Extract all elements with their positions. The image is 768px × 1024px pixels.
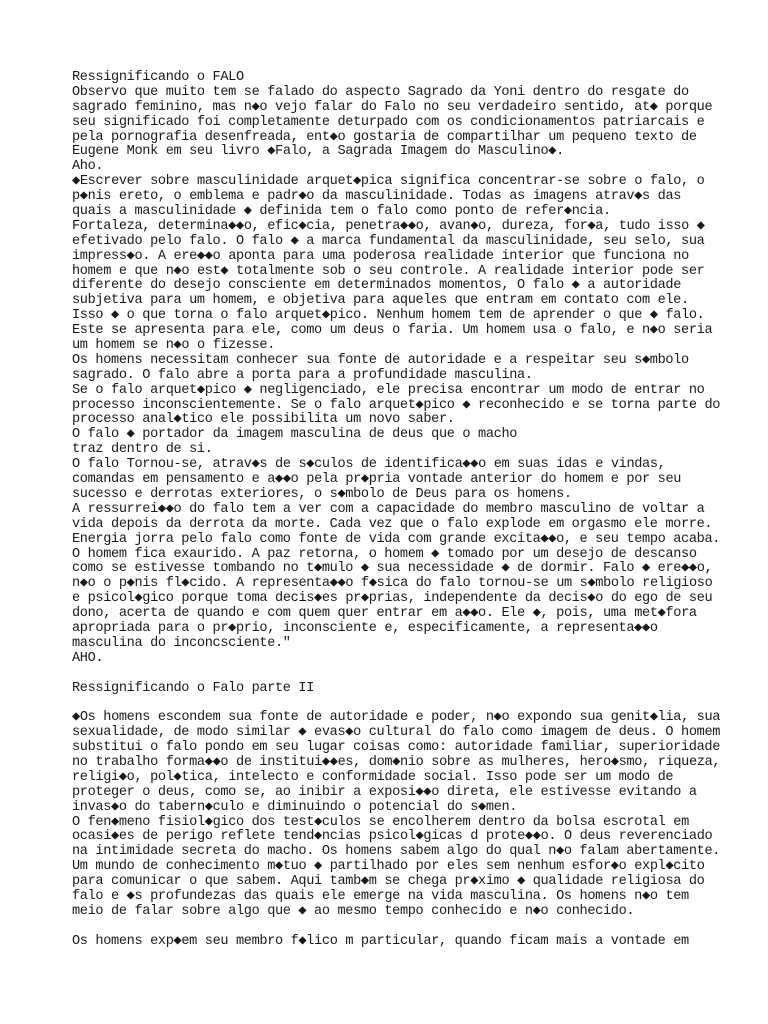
text-line: A ressurrei◆◆o do falo tem a ver com a capacidade do membro masculino de voltar a bbox=[72, 501, 705, 517]
text-line: vida depois da derrota da morte. Cada vez que o falo explode em orgasmo ele morre. bbox=[72, 516, 713, 532]
text-line: O homem fica exaurido. A paz retorna, o homem ◆ tomado por um desejo de descanso bbox=[72, 546, 697, 562]
text-line: ocasi◆es de perigo reflete tend◆ncias psicol◆gicas d prote◆◆o. O deus reverenciado bbox=[72, 829, 713, 845]
text-line: Isso ◆ o que torna o falo arquet◆pico. Nenhum homem tem de aprender o que ◆ falo. bbox=[72, 308, 705, 324]
text-line: invas◆o do tabern◆culo e diminuindo o potencial do s◆men. bbox=[72, 799, 518, 815]
text-line: ◆Os homens escondem sua fonte de autoridade e poder, n◆o expondo sua genit◆lia, sua bbox=[72, 710, 721, 726]
text-line: n◆o o p◆nis fl◆cido. A representa◆◆o f◆sica do falo tornou-se um s◆mbolo religioso bbox=[72, 576, 713, 592]
blank-line bbox=[72, 920, 712, 935]
text-line: AHO. bbox=[72, 650, 104, 666]
text-line: ◆Escrever sobre masculinidade arquet◆pica significa concentrar-se sobre o falo, o bbox=[72, 174, 705, 190]
text-line: p◆nis ereto, o emblema e padr◆o da masculinidade. Todas as imagens atrav◆s das bbox=[72, 189, 682, 205]
text-line: comandas em pensamento e a◆◆o pela pr◆pria vontade anterior do homem e por seu bbox=[72, 472, 682, 488]
blank-line bbox=[72, 667, 712, 682]
text-line: homem e que n◆o est◆ totalmente sob o seu controle. A realidade interior pode ser bbox=[72, 263, 705, 279]
text-line: substitui o falo pondo em seu lugar coisas como: autoridade familiar, superioridade bbox=[72, 740, 721, 756]
text-line: meio de falar sobre algo que ◆ ao mesmo tempo conhecido e n◆o conhecido. bbox=[72, 903, 635, 919]
text-line: O falo Tornou-se, atrav◆s de s◆culos de identifica◆◆o em suas idas e vindas, bbox=[72, 457, 666, 473]
text-line: Os homens exp◆em seu membro f◆lico m particular, quando ficam mais a vontade em bbox=[72, 933, 689, 949]
text-line: O falo ◆ portador da imagem masculina de deus que o macho bbox=[72, 427, 518, 443]
text-line: Fortaleza, determina◆◆o, efic◆cia, penetra◆◆o, avan◆o, dureza, for◆a, tudo isso ◆ bbox=[72, 218, 705, 234]
text-line: um homem se n◆o o fizesse. bbox=[72, 338, 276, 354]
text-line: sagrado. O falo abre a porta para a profundidade masculina. bbox=[72, 367, 533, 383]
text-line: diferente do desejo consciente em determinados momentos, O falo ◆ a autoridade bbox=[72, 278, 682, 294]
text-line: proteger o deus, como se, ao inibir a exposi◆◆o direta, ele estivesse evitando a bbox=[72, 784, 697, 800]
text-line: sagrado feminino, mas n◆o vejo falar do Falo no seu verdadeiro sentido, at◆ porque bbox=[72, 99, 713, 115]
text-line: processo anal◆tico ele possibilita um novo saber. bbox=[72, 412, 455, 428]
text-line: processo inconscientemente. Se o falo arquet◆pico ◆ reconhecido e se torna parte do bbox=[72, 397, 721, 413]
text-line: Este se apresenta para ele, como um deus o faria. Um homem usa o falo, e n◆o seria bbox=[72, 323, 713, 339]
text-line: impress◆o. A ere◆◆o aponta para uma poderosa realidade interior que funciona no bbox=[72, 248, 689, 264]
text-line: religi◆o, pol◆tica, intelecto e conformidade social. Isso pode ser um modo de bbox=[72, 769, 674, 785]
text-line: Se o falo arquet◆pico ◆ negligenciado, ele precisa encontrar um modo de entrar no bbox=[72, 382, 705, 398]
text-line: quais a masculinidade ◆ definida tem o falo como ponto de refer◆ncia. bbox=[72, 204, 611, 220]
text-line: Um mundo de conhecimento m◆tuo ◆ partilhado por eles sem nenhum esfor◆o expl◆cito bbox=[72, 859, 705, 875]
text-line: Ressignificando o Falo parte II bbox=[72, 680, 315, 696]
text-line: dono, acerta de quando e com quem quer entrar em a◆◆o. Ele ◆, pois, uma met◆fora bbox=[72, 606, 697, 622]
text-line: seu significado foi completamente deturpado com os condicionamentos patriarcais e bbox=[72, 114, 705, 130]
blank-line bbox=[72, 696, 712, 711]
text-line: apropriada para o pr◆prio, inconsciente e, especificamente, a representa◆◆o bbox=[72, 620, 658, 636]
text-line: no trabalho forma◆◆o de institui◆◆es, dom◆nio sobre as mulheres, hero◆smo, riqueza, bbox=[72, 754, 721, 770]
text-line: falo e ◆s profundezas das quais ele emerge na vida masculina. Os homens n◆o tem bbox=[72, 888, 689, 904]
text-line: traz dentro de si. bbox=[72, 442, 213, 458]
text-line: subjetiva para um homem, e objetiva para aqueles que entram em contato com ele. bbox=[72, 293, 689, 309]
document-page bbox=[72, 70, 721, 950]
text-line: efetivado pelo falo. O falo ◆ a marca fundamental da masculinidade, seu selo, sua bbox=[72, 233, 705, 249]
text-line: Energia jorra pelo falo como fonte de vida com grande excita◆◆o, e seu tempo acaba. bbox=[72, 531, 721, 547]
text-line: Ressignificando o FALO bbox=[72, 70, 244, 85]
text-line: masculina do inconcsciente." bbox=[72, 635, 291, 651]
text-line: Aho. bbox=[72, 159, 104, 175]
text-line: Observo que muito tem se falado do aspecto Sagrado da Yoni dentro do resgate do bbox=[72, 84, 689, 100]
text-line: para comunicar o que sabem. Aqui tamb◆m se chega pr◆ximo ◆ qualidade religiosa do bbox=[72, 874, 705, 890]
text-line: sexualidade, de modo similar ◆ evas◆o cultural do falo como imagem de deus. O homem bbox=[72, 725, 721, 741]
text-line: na intimidade secreta do macho. Os homens sabem algo do qual n◆o falam abertamente. bbox=[72, 844, 721, 860]
text-line: pela pornografia desenfreada, ent◆o gostaria de compartilhar um pequeno texto de bbox=[72, 129, 697, 145]
text-line: como se estivesse tombando no t◆mulo ◆ sua necessidade ◆ de dormir. Falo ◆ ere◆◆o, bbox=[72, 561, 713, 577]
text-line: O fen◆meno fisiol◆gico dos test◆culos se encolherem dentro da bolsa escrotal em bbox=[72, 814, 689, 830]
text-line: e psicol◆gico porque toma decis◆es pr◆prias, independente da decis◆o do ego de seu bbox=[72, 591, 713, 607]
text-line: Eugene Monk em seu livro ◆Falo, a Sagrada Imagem do Masculino◆. bbox=[72, 144, 564, 160]
text-line: Os homens necessitam conhecer sua fonte de autoridade e a respeitar seu s◆mbolo bbox=[72, 352, 689, 368]
text-line: sucesso e derrotas exteriores, o s◆mbolo de Deus para os homens. bbox=[72, 486, 572, 502]
